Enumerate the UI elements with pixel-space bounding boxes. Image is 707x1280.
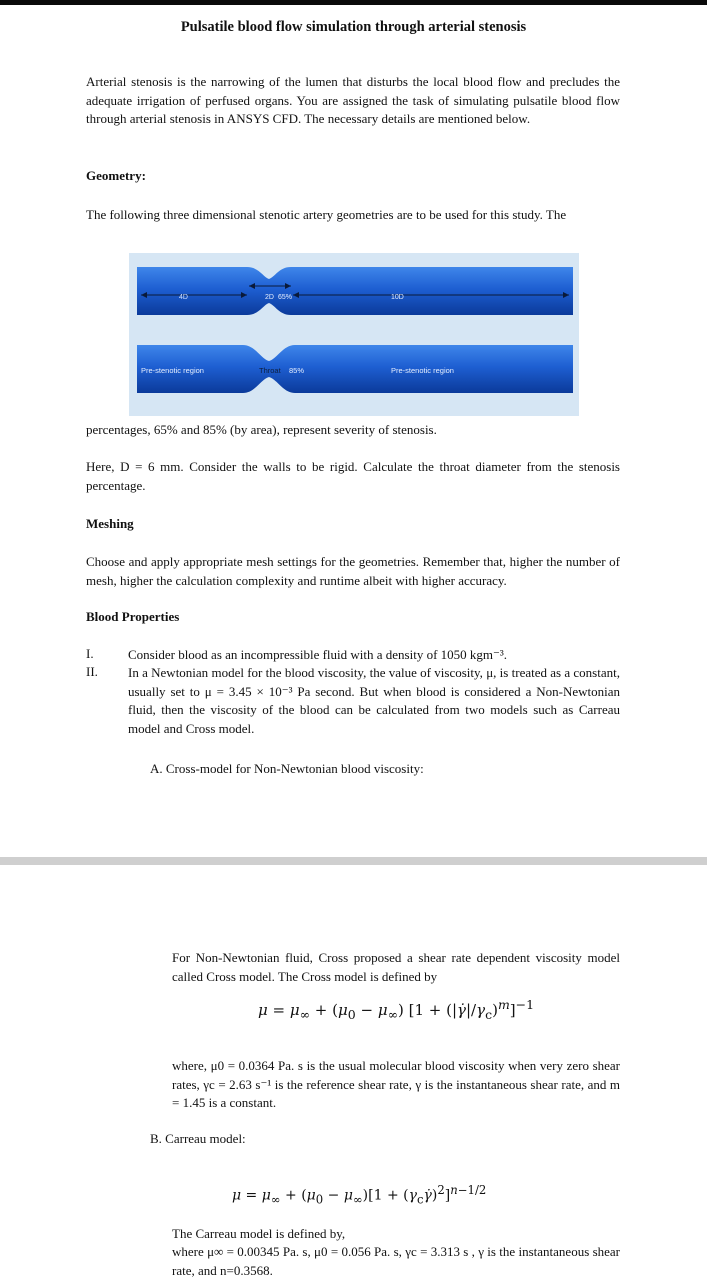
- stenosis-geometry-figure: [129, 253, 579, 416]
- geometry-text: The following three dimensional stenotic artery geometries are to be used for this study. The: [86, 207, 567, 222]
- document-title: Pulsatile blood flow simulation through arterial stenosis: [180, 19, 527, 35]
- label-85: 85%: [289, 366, 305, 375]
- label-pre-stenotic-left: Pre-stenotic region: [141, 366, 204, 375]
- label-4d: 4D: [179, 294, 188, 301]
- carreau-formula: $\mu = \mu_\infty + (\mu_0 - \mu_\infty)[1$ + $(\gamma_c\gammȧ)^2]^{n-1/2}$: [232, 1183, 487, 1207]
- label-65: 65%: [278, 294, 293, 301]
- label-10d: 10D: [391, 294, 404, 301]
- geometry-after-figure: percentages, 65% and 85% (by area), represent severity of stenosis.: [86, 422, 437, 437]
- carreau-subheading: B. Carreau model:: [150, 1131, 246, 1146]
- blood-properties-heading: Blood Properties: [86, 609, 180, 624]
- label-throat: Throat: [259, 366, 281, 375]
- cross-where: where, μ0 = 0.0364 Pa. s is the usual molecular blood viscosity when very zero shear rates, γc = 2.63 s⁻¹ is the reference shear rate, γ is the instantaneous shear rate, and m = 1.45 is a constant.: [172, 1058, 620, 1110]
- cross-model-subheading: A. Cross-model for Non-Newtonian blood viscosity:: [150, 761, 424, 776]
- item-2-text: In a Newtonian model for the blood viscosity, the value of viscosity, μ, is treated as a constant, usually set to μ = 3.45 × 10⁻³ Pa second. But when blood is considered a Non-Newtonian fluid, then the viscosity of the blood can be calculated from two models such as Carreau model and Cross model.: [128, 665, 620, 736]
- meshing-heading: Meshing: [86, 516, 134, 531]
- document-page-1: [0, 5, 707, 857]
- carreau-defined: The Carreau model is defined by,: [172, 1226, 346, 1241]
- cross-formula: $\mu = \mu_\infty + (\mu_0 - \mu_\infty) [1$ + $(|\gammȧ|/\gamma_c)^m]^{-1}$: [258, 997, 535, 1022]
- document-page-2: [0, 865, 707, 1280]
- label-2d: 2D: [265, 294, 274, 301]
- meshing-text: Choose and apply appropriate mesh settings for the geometries. Remember that, higher the number of mesh, higher the calculation complexity and runtime albeit with higher accuracy.: [86, 554, 620, 588]
- item-1-number: I.: [86, 646, 94, 661]
- label-pre-stenotic-right: Pre-stenotic region: [391, 366, 454, 375]
- geometry-heading: Geometry:: [86, 168, 146, 183]
- cross-intro: For Non-Newtonian fluid, Cross proposed a shear rate dependent viscosity model called Cross model. The Cross model is defined by: [172, 950, 620, 984]
- item-2-number: II.: [86, 664, 98, 679]
- page-separator: [0, 857, 707, 865]
- item-1-text: Consider blood as an incompressible fluid with a density of 1050 kgm⁻³.: [128, 647, 508, 662]
- carreau-where: where μ∞ = 0.00345 Pa. s, μ0 = 0.056 Pa. s, γc = 3.313 s , γ is the instantaneous shear rate, and n=0.3568.: [172, 1244, 620, 1278]
- geometry-here-text: Here, D = 6 mm. Consider the walls to be rigid. Calculate the throat diameter from the stenosis percentage.: [86, 459, 620, 493]
- vessel-top: [137, 267, 573, 315]
- stenosis-diagram: [129, 253, 579, 416]
- intro-paragraph: Arterial stenosis is the narrowing of the lumen that disturbs the local blood flow and precludes the adequate irrigation of perfused organs. You are assigned the task of simulating pulsatile blood flow through arterial stenosis in ANSYS CFD. The necessary details are mentioned below.: [86, 74, 620, 126]
